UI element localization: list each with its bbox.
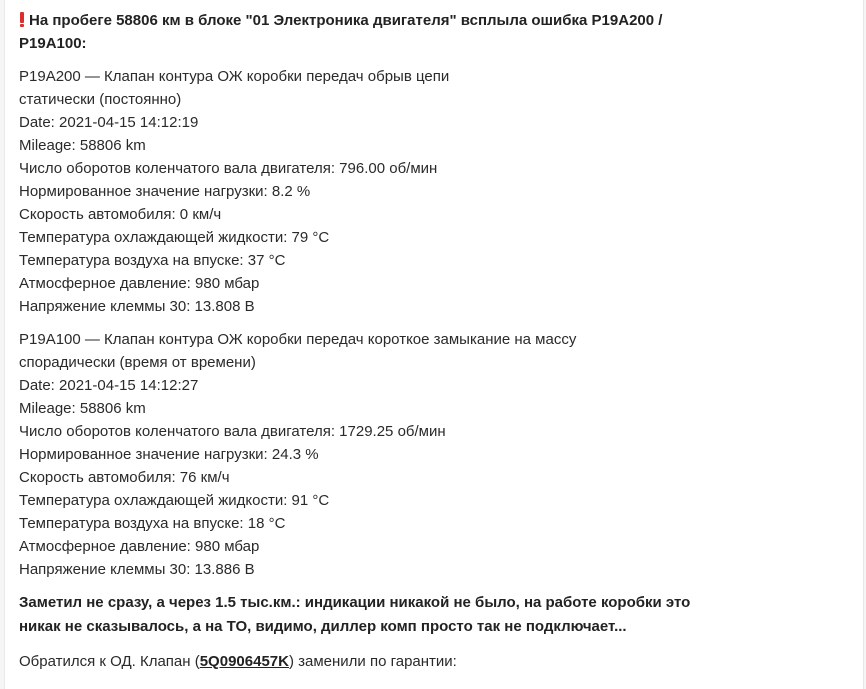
error-intake-temp: Температура воздуха на впуске: 37 °C [19,252,286,269]
final-text-before: Обратился к ОД. Клапан ( [19,653,200,670]
error-mode: спорадически (время от времени) [19,354,256,371]
error-mode: статически (постоянно) [19,91,182,108]
exclamation-icon [19,12,25,27]
error-block-2 [19,328,839,581]
error-coolant-temp: Температура охлаждающей жидкости: 91 °C [19,492,330,509]
error-coolant-temp: Температура охлаждающей жидкости: 79 °C [19,229,330,246]
error-rpm: Число оборотов коленчатого вала двигателя: 1729.25 об/мин [19,423,446,440]
error-mileage: Mileage: 58806 km [19,137,146,154]
error-code-line: P19A200 — Клапан контура ОЖ коробки передач обрыв цепи [19,68,450,85]
article-content [19,9,839,673]
error-heading [19,9,839,55]
error-voltage: Напряжение клеммы 30: 13.808 В [19,298,255,315]
error-voltage: Напряжение клеммы 30: 13.886 В [19,561,255,578]
error-rpm: Число оборотов коленчатого вала двигателя: 796.00 об/мин [19,160,438,177]
note-line-1: Заметил не сразу, а через 1.5 тыс.км.: индикации никакой не было, на работе коробки это [19,594,691,611]
error-load: Нормированное значение нагрузки: 24.3 % [19,446,319,463]
note-paragraph [19,591,839,639]
final-paragraph [19,650,839,673]
heading-line-2: P19A100: [19,35,87,52]
article-page [4,0,864,689]
error-code-line: P19A100 — Клапан контура ОЖ коробки передач короткое замыкание на массу [19,331,577,348]
error-pressure: Атмосферное давление: 980 мбар [19,275,260,292]
error-speed: Скорость автомобиля: 76 км/ч [19,469,230,486]
error-block-1 [19,65,839,318]
error-pressure: Атмосферное давление: 980 мбар [19,538,260,555]
final-text-after: ) заменили по гарантии: [288,653,457,670]
heading-line-1: На пробеге 58806 км в блоке "01 Электроника двигателя" всплыла ошибка P19A200 / [29,12,663,29]
error-speed: Скорость автомобиля: 0 км/ч [19,206,222,223]
error-date: Date: 2021-04-15 14:12:19 [19,114,199,131]
error-intake-temp: Температура воздуха на впуске: 18 °C [19,515,286,532]
error-load: Нормированное значение нагрузки: 8.2 % [19,183,311,200]
note-line-2: никак не сказывалось, а на ТО, видимо, диллер комп просто так не подключает... [19,618,627,635]
error-mileage: Mileage: 58806 km [19,400,146,417]
error-date: Date: 2021-04-15 14:12:27 [19,377,199,394]
part-number-link[interactable]: 5Q0906457K [199,653,289,670]
